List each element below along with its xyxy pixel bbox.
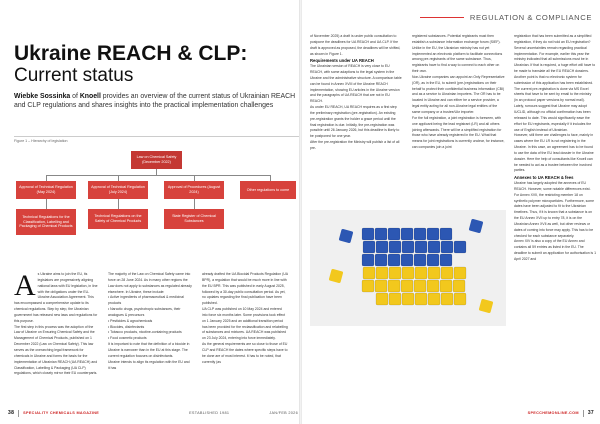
puzzle-piece: [401, 254, 413, 266]
author-name: Wiebke Sossinka: [14, 93, 71, 100]
puzzle-piece: [362, 280, 374, 292]
puzzle-piece: [415, 241, 427, 253]
puzzle-piece: [388, 280, 400, 292]
tech-regulation-may-box: Approval of Technical Regulation (May 2024): [16, 181, 76, 199]
website: SPECCHEMONLINE.COM: [527, 411, 579, 415]
subheading-requirements: Requirements under UA REACH: [310, 58, 374, 64]
puzzle-piece: [440, 280, 452, 292]
right-page: [302, 0, 600, 424]
puzzle-piece: [402, 267, 414, 279]
puzzle-piece: [414, 254, 426, 266]
issue-date: JAN/FEB 2026: [269, 411, 298, 415]
puzzle-piece: [363, 241, 375, 253]
puzzle-piece: [441, 267, 453, 279]
connector: [46, 175, 270, 176]
standfirst-text: provides an overview of the current status of Ukrainian REACH and CLP regulations and shares insights into the practical implementation challenges: [14, 93, 296, 110]
article-headline: [14, 42, 294, 86]
paragraph: It is important to note that the definition of a biocide in Ukraine is narrower than in the EU at this stage. The current regulation focuses on disinfectants.: [108, 342, 190, 358]
puzzle-piece: [363, 267, 375, 279]
puzzle-piece: [440, 254, 452, 266]
puzzle-piece: [388, 228, 400, 240]
bullet-item: • Biocides, disinfectants: [108, 324, 145, 329]
puzzle-piece: [454, 241, 466, 253]
standfirst: [14, 92, 299, 110]
paragraph: As the general requirements are so close to those of EU CLP and REACH the dates where specific steps have to be done are of most interest. It has to be noted, that currently (as: [202, 342, 288, 364]
author-of: of: [70, 93, 80, 100]
law-on-chemical-safety-box: Law on Chemical Safety (December 2022): [131, 151, 182, 169]
puzzle-piece: [440, 228, 452, 240]
paragraph: For the full registration, a joint registration is foreseen, with one applicant being the lead registrant (LR) and all others joining afterwards. There will be a simplified registration for those who have already registered in the EU. What that means for joint registrations is currently unclear, for instance, can companies join a joint: [412, 115, 505, 150]
procedures-august-box: Approval of Procedures (August 2024): [164, 181, 224, 199]
puzzle-piece: [375, 228, 387, 240]
puzzle-piece: [375, 280, 387, 292]
paragraph: Non-Ukraine companies can appoint an Only Representative (OR), as in the EU, to submit (pre-)registrations on their behalf to protect their confidential business information (CBI) and as a service to Ukrainian importers. The OR has to be located in Ukraine and can either be a service provider, a legal entity acting for all non-Ukraine legal entities of the same company or a trustee/Ukr importer.: [412, 74, 505, 114]
puzzle-piece: [402, 241, 414, 253]
puzzle-piece: [389, 293, 401, 305]
paragraph: already drafted the UA Biocidal Products Regulation (UA BPR), a regulation that would be much more in line with the EU BPR. This was published in early August 2025, followed by a 30-day public consultation period. As yet, no updates regarding the final publication have been published.: [202, 272, 288, 306]
body-column-3: [202, 272, 288, 410]
section-label: REGULATION & COMPLIANCE: [469, 12, 592, 22]
puzzle-piece: [376, 293, 388, 305]
body-column-4: [310, 34, 402, 206]
connector: [194, 199, 195, 209]
puzzle-piece: [414, 228, 426, 240]
bullet-item: • Active ingredients of pharmaceutical & medicinal products: [108, 295, 184, 306]
author-company: Knoell: [79, 93, 101, 100]
puzzle-piece: [376, 241, 388, 253]
safety-technical-regulations-box: Technical Regulations on the Safety of Chemical Products: [88, 209, 148, 229]
paragraph: of November 2025) a draft is under public consultation to postpone the deadlines for UA REACH and UA CLP. If the draft is approved as proposed, the deadlines will be shifted, as shown in Figure 1.: [310, 34, 401, 56]
paragraph: s Ukraine aims to join the EU, its legislators are progressively aligning national laws with EU legislation, in line with the obligations under the EU-Ukraine Association Agreement. This has encompassed a comprehensive update to its chemical regulations. Step by step, the Ukrainian government has released new laws and regulations for this purpose.: [14, 272, 98, 323]
bullet-item: • Narcotic drugs, psychotropic substances, their analogues & precursors: [108, 307, 181, 317]
paragraph: However, still there are challenges to face, mainly in cases where the EU LR is not registering in the Ukraine. In this case, an agreement has to be found to use the data of the EU lead dossier in the Ukraine dossier. Here the help of consultants like Knoell can be needed to act as a trustee between the involved parties.: [514, 133, 594, 173]
bullet-item: • Tobacco products, nicotine-containing products: [108, 330, 182, 335]
drop-cap: A: [14, 272, 36, 302]
puzzle-piece: [362, 254, 374, 266]
body-column-5: [412, 34, 506, 206]
page-number-right: 37: [587, 410, 594, 416]
paragraph: After the pre-registration the Ministry will publish a list of all pre-: [310, 140, 400, 150]
bullet-item: • Food cosmetic products: [108, 336, 147, 341]
body-column-6: [514, 34, 596, 406]
magazine-name: SPECIALITY CHEMICALS MAGAZINE: [23, 411, 100, 415]
puzzle-piece: [453, 280, 465, 292]
connector: [46, 199, 47, 209]
section-rule: [420, 17, 464, 18]
bullet-item: • Pesticides & agrochemicals: [108, 318, 153, 323]
paragraph: As under EU REACH, UA REACH requires as a first step the preliminary registration (pre-registration). An existing pre-registration grants the holder a grace period until the final registration is due. Initially, the pre-registration was possible until 26 January 2026, but this deadline is likely to be postponed for one year.: [310, 105, 400, 139]
other-regulations-box: Other regulations to come: [240, 181, 296, 199]
puzzle-piece: [401, 280, 413, 292]
puzzle-piece: [415, 293, 427, 305]
puzzle-piece: [428, 267, 440, 279]
puzzle-piece: [389, 241, 401, 253]
paragraph: Ukraine has largely adopted the annexes of EU REACH. However, some notable differences exist.: [514, 181, 591, 191]
paragraph: The majority of the Law on Chemical Safety came into force on 28 June 2024. As in many other regions the Law does not apply to substances as regulated already elsewhere. In Ukraine, these include:: [108, 272, 192, 294]
paragraph: Annex XIV is also a copy of the EU Annex and contains all 59 entries as listed in the EU. The deadline to submit an application for authorisation is 1 April 2027 and: [514, 239, 596, 262]
puzzle-piece: [389, 267, 401, 279]
body-column-1: [14, 272, 98, 410]
puzzle-graphic: [310, 210, 506, 326]
puzzle-piece: [427, 254, 439, 266]
paragraph: Lately, rumours suggest that Ukraine may adopt IUCLID, although no official confirmation has been released to date. This would significantly ease the effort for EU registrants, especially if it includes the use of English instead of Ukrainian.: [514, 104, 592, 132]
right-footer: [302, 408, 594, 418]
paragraph: registered substances. Potential registrants must then establish a substance information exchange forum (SIEF). Unlike in the EU, the Ukrainian ministry has not yet implemented an electronic platform to facilitate connections among pre-registrants of the same substance. Thus, registrants have to find a way to connect to each other on their own.: [412, 34, 503, 74]
left-footer: [8, 408, 298, 418]
puzzle-piece: [441, 293, 453, 305]
figure-caption: Figure 1 – Hierarchy of legislation: [14, 139, 68, 143]
established-label: ESTABLISHED 1981: [189, 411, 230, 415]
title-line-2: Current status: [14, 65, 134, 86]
puzzle-piece: [402, 293, 414, 305]
section-header: [420, 10, 600, 24]
paragraph: Another point is that no electronic system for submission of this application has been established. The current pre-registration is done via MS Excel sheets that have to be sent by email to the ministry (in an protocol paper versions by normal mail).: [514, 74, 594, 103]
puzzle-piece: [454, 293, 466, 305]
title-line-1: Ukraine REACH & CLP:: [14, 42, 248, 65]
footer-divider: [583, 410, 584, 417]
puzzle-piece: [388, 254, 400, 266]
state-register-box: State Register of Chemical Substances: [164, 209, 224, 229]
paragraph: Several uncertainties remain regarding practical implementation. For example, earlier this year the ministry indicated that all submissions must be in Ukrainian. If that is required, a huge effort will have to be made to translate all the EU REACH dossiers.: [514, 45, 596, 74]
paragraph: The Ukrainian version of REACH is very close to EU REACH, with some adaptions to the legal system in the Ukraine and the administrative structure. A comparison table can be found in Annex XVIII of the Ukraine REACH implementation, showing EU articles in the Ukraine version and the paragraphs of UA REACH that are not in EU REACH.: [310, 64, 402, 104]
footer-divider: [18, 410, 19, 417]
paragraph: registration that has been submitted as a simplified registration, if they do not hold an EU registration?: [514, 34, 592, 44]
puzzle-piece: [428, 293, 440, 305]
puzzle-piece: [376, 267, 388, 279]
paragraph: Ukraine intends to align its regulation with the EU and it has: [108, 359, 190, 370]
paragraph: The first step in this process was the adoption of the Law of Ukraine on Ensuring Chemical Safety and the Management of Chemical Products, published on 1 December 2022 (Law on Chemical Safety). This law serves as the overarching legal framework for chemicals in Ukraine and forms the basis for the implementation of Ukrainian REACH (UA REACH) and Classification, Labelling & Packaging (UA CLP) regulations, which closely mirror their EU counterparts.: [14, 324, 98, 376]
legislation-hierarchy-figure: [14, 136, 299, 264]
puzzle-piece: [414, 280, 426, 292]
ukraine-flag-puzzle-image: [310, 210, 506, 326]
puzzle-piece: [454, 267, 466, 279]
puzzle-piece: [427, 280, 439, 292]
body-column-2: [108, 272, 192, 410]
puzzle-piece: [441, 241, 453, 253]
puzzle-piece: [401, 228, 413, 240]
clp-technical-regulations-box: Technical Regulations for the Classification, Labelling and Packaging of Chemical Products: [16, 209, 76, 235]
paragraph: For Annex XVII, the restricting member 18 on synthetic polymer microparticles. Furthermore, some dates have been adjusted to fit to the Ukrainian timelines. Thus, if it is known that a substance is on the EU Annex XVII up to entry 78, it is on the Ukrainian Annex XVII as well, but other reviews or dates of coming into force may apply. This has to be checked for each substance separately.: [514, 192, 595, 238]
puzzle-piece: [427, 228, 439, 240]
puzzle-piece: [415, 267, 427, 279]
page-number-left: 38: [8, 410, 15, 416]
puzzle-piece: [428, 241, 440, 253]
puzzle-piece: [362, 228, 374, 240]
connector: [118, 199, 119, 209]
puzzle-piece: [375, 254, 387, 266]
tech-regulation-july-box: Approval of Technical Regulation (July 2024): [88, 181, 148, 199]
subheading-annexes: Annexes to UA REACH & fees: [514, 175, 574, 181]
paragraph: UA CLP was published on 10 May 2024 and entered into force six months later. Some provisions took effect on 1 January 2025 and an additional transition period has been provided for the reclassification and relabelling of substances and mixtures. UA REACH was published on 23 July 2024, entering into force immediately.: [202, 307, 288, 341]
